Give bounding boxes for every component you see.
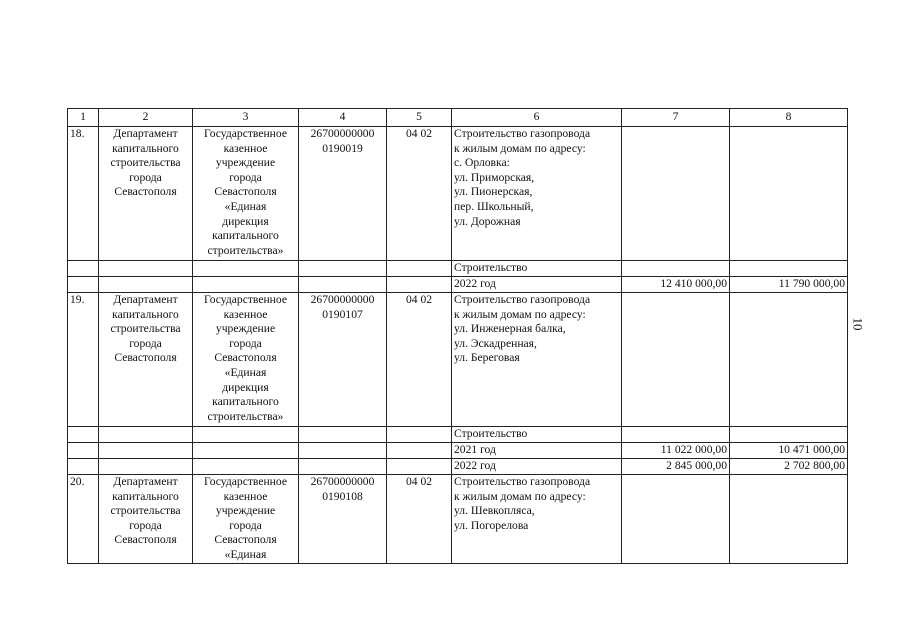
sub-row <box>68 459 848 475</box>
table-row <box>68 293 848 427</box>
department-line: строительства <box>110 504 181 518</box>
header-cell: 2 <box>99 109 193 127</box>
description-line: к жилым домам по адресу: <box>454 307 586 321</box>
department-line: Департамент <box>113 293 178 306</box>
institution-cell <box>193 475 299 564</box>
department-line: города <box>129 518 162 532</box>
institution-line: города <box>229 336 262 350</box>
row-number: 20. <box>68 475 99 564</box>
description-line: Строительство газопровода <box>454 475 591 488</box>
header-cell: 4 <box>299 109 387 127</box>
institution-line: дирекция <box>222 214 269 228</box>
empty-cell <box>99 277 193 293</box>
sub-row-label: 2022 год <box>452 459 622 475</box>
amount-value-7: 11 022 000,00 <box>622 443 730 459</box>
amount-cell-8 <box>730 293 848 427</box>
empty-cell <box>99 443 193 459</box>
empty-cell <box>193 427 299 443</box>
institution-line: казенное <box>223 489 268 503</box>
description-cell <box>452 475 622 564</box>
code-line: 0190019 <box>322 141 363 155</box>
amount-cell-7 <box>622 293 730 427</box>
description-line: к жилым домам по адресу: <box>454 489 586 503</box>
institution-line: Севастополя <box>214 351 277 365</box>
institution-line: казенное <box>223 141 268 155</box>
amount-value-8: 10 471 000,00 <box>730 443 848 459</box>
empty-cell <box>387 443 452 459</box>
table-row <box>68 475 848 564</box>
sub-row-label: 2022 год <box>452 277 622 293</box>
code-cell <box>299 293 387 427</box>
header-cell: 8 <box>730 109 848 127</box>
amount-cell-7 <box>622 475 730 564</box>
empty-cell <box>99 427 193 443</box>
description-line: ул. Приморская, <box>454 170 535 184</box>
department-cell <box>99 127 193 261</box>
amount-value-8: 2 702 800,00 <box>730 459 848 475</box>
empty-cell <box>299 277 387 293</box>
empty-cell <box>387 277 452 293</box>
budget-table <box>67 108 848 564</box>
department-line: капитального <box>112 307 179 321</box>
row-number: 18. <box>68 127 99 261</box>
institution-line: «Единая <box>224 365 267 379</box>
institution-cell <box>193 127 299 261</box>
description-line: Строительство газопровода <box>454 293 591 306</box>
description-line: ул. Эскадренная, <box>454 336 537 350</box>
empty-cell <box>68 459 99 475</box>
amount-value-7: 12 410 000,00 <box>622 277 730 293</box>
department-line: города <box>129 170 162 184</box>
description-line: ул. Пионерская, <box>454 185 533 199</box>
empty-cell <box>299 261 387 277</box>
empty-cell <box>193 443 299 459</box>
description-line: с. Орловка: <box>454 156 510 170</box>
empty-cell <box>387 261 452 277</box>
department-line: Севастополя <box>114 351 177 365</box>
amount-value-8: 11 790 000,00 <box>730 277 848 293</box>
institution-line: учреждение <box>215 322 276 336</box>
description-line: к жилым домам по адресу: <box>454 141 586 155</box>
institution-line: капитального <box>212 395 279 409</box>
code-line: 26700000000 <box>310 293 375 306</box>
amount-cell-7 <box>622 127 730 261</box>
row-number: 19. <box>68 293 99 427</box>
amount-cell-8 <box>730 475 848 564</box>
section-cell: 04 02 <box>387 293 452 427</box>
empty-cell <box>193 261 299 277</box>
department-cell <box>99 475 193 564</box>
empty-cell <box>99 459 193 475</box>
code-line: 0190107 <box>322 307 363 321</box>
code-line: 0190108 <box>322 489 363 503</box>
institution-line: города <box>229 170 262 184</box>
department-cell <box>99 293 193 427</box>
section-cell: 04 02 <box>387 127 452 261</box>
empty-cell <box>68 427 99 443</box>
description-cell <box>452 127 622 261</box>
institution-line: капитального <box>212 229 279 243</box>
empty-cell <box>68 277 99 293</box>
sub-row <box>68 427 848 443</box>
institution-line: Севастополя <box>214 533 277 547</box>
description-line: Строительство газопровода <box>454 127 591 140</box>
amount-value-8 <box>730 261 848 277</box>
empty-cell <box>299 443 387 459</box>
empty-cell <box>387 427 452 443</box>
sub-row-label: Строительство <box>452 261 622 277</box>
institution-line: Государственное <box>204 475 287 488</box>
institution-line: города <box>229 518 262 532</box>
department-line: капитального <box>112 141 179 155</box>
sub-row <box>68 261 848 277</box>
page-number: 10 <box>850 317 866 331</box>
institution-line: Государственное <box>204 293 287 306</box>
section-cell: 04 02 <box>387 475 452 564</box>
empty-cell <box>68 443 99 459</box>
department-line: Севастополя <box>114 185 177 199</box>
amount-value-8 <box>730 427 848 443</box>
amount-value-7: 2 845 000,00 <box>622 459 730 475</box>
sub-row <box>68 277 848 293</box>
sub-row-label: Строительство <box>452 427 622 443</box>
institution-line: казенное <box>223 307 268 321</box>
institution-line: Государственное <box>204 127 287 140</box>
institution-line: учреждение <box>215 504 276 518</box>
empty-cell <box>193 459 299 475</box>
institution-line: «Единая <box>224 199 267 213</box>
department-line: Департамент <box>113 127 178 140</box>
code-line: 26700000000 <box>310 127 375 140</box>
description-line: ул. Инженерная балка, <box>454 322 566 336</box>
header-cell: 3 <box>193 109 299 127</box>
header-cell: 1 <box>68 109 99 127</box>
institution-line: дирекция <box>222 380 269 394</box>
code-cell <box>299 475 387 564</box>
empty-cell <box>387 459 452 475</box>
institution-line: строительства» <box>207 409 284 423</box>
empty-cell <box>299 459 387 475</box>
description-cell <box>452 293 622 427</box>
department-line: Севастополя <box>114 533 177 547</box>
description-line: ул. Береговая <box>454 351 520 365</box>
institution-line: «Единая <box>224 547 267 561</box>
code-cell <box>299 127 387 261</box>
empty-cell <box>99 261 193 277</box>
department-line: Департамент <box>113 475 178 488</box>
code-line: 26700000000 <box>310 475 375 488</box>
empty-cell <box>193 277 299 293</box>
institution-line: строительства» <box>207 243 284 257</box>
amount-cell-8 <box>730 127 848 261</box>
table-row <box>68 127 848 261</box>
sub-row-label: 2021 год <box>452 443 622 459</box>
header-row <box>68 109 848 127</box>
institution-line: Севастополя <box>214 185 277 199</box>
department-line: строительства <box>110 322 181 336</box>
description-line: пер. Школьный, <box>454 199 534 213</box>
empty-cell <box>68 261 99 277</box>
amount-value-7 <box>622 261 730 277</box>
amount-value-7 <box>622 427 730 443</box>
description-line: ул. Шевкопляса, <box>454 504 535 518</box>
institution-line: учреждение <box>215 156 276 170</box>
department-line: капитального <box>112 489 179 503</box>
department-line: строительства <box>110 156 181 170</box>
description-line: ул. Погорелова <box>454 518 529 532</box>
header-cell: 6 <box>452 109 622 127</box>
header-cell: 7 <box>622 109 730 127</box>
department-line: города <box>129 336 162 350</box>
institution-cell <box>193 293 299 427</box>
header-cell: 5 <box>387 109 452 127</box>
sub-row <box>68 443 848 459</box>
description-line: ул. Дорожная <box>454 214 521 228</box>
empty-cell <box>299 427 387 443</box>
